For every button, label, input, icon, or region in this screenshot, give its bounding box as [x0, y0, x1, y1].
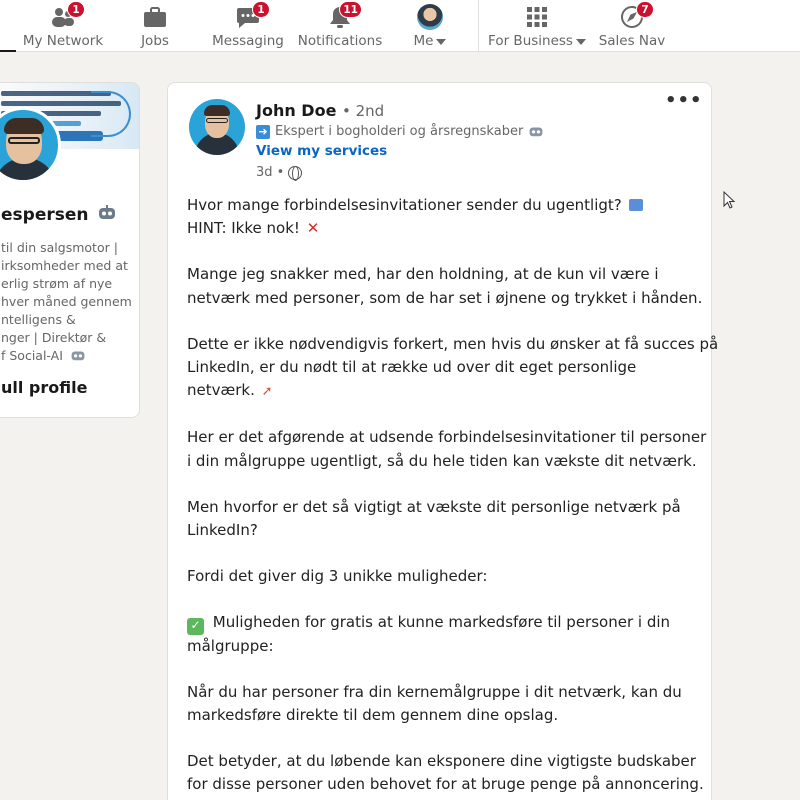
post-paragraph [187, 565, 697, 588]
robot-icon [70, 349, 86, 362]
post-paragraph [187, 333, 719, 404]
profile-name[interactable] [1, 205, 117, 225]
post-time: 3d • [256, 165, 285, 180]
caret-down-icon [576, 39, 586, 45]
avatar-glasses [8, 137, 40, 144]
headline-line-robot [1, 347, 140, 365]
headline-line: erlig strøm af nye [1, 276, 113, 291]
bell-icon [327, 3, 358, 30]
post-line: Fordi det giver dig 3 unikke muligheder: [187, 567, 488, 586]
nav-label: Sales Nav [598, 33, 666, 49]
nav-my-network[interactable] [24, 0, 102, 52]
post-line: for disse personer uden behovet for at bruge penge på annoncering. [187, 775, 704, 794]
chat-icon [235, 3, 265, 30]
nav-sales-nav[interactable] [600, 0, 664, 52]
profile-card [0, 82, 140, 418]
avatar-hair [204, 105, 230, 116]
post-paragraph [187, 194, 697, 240]
post-line: i din målgruppe ugentligt, så du hele tiden kan vækste dit netværk. [187, 451, 697, 470]
check-mark-icon: ✓ [187, 618, 204, 635]
nav-notifications[interactable] [297, 0, 383, 52]
globe-icon [288, 166, 302, 180]
robot-icon [97, 205, 117, 221]
caret-down-icon [436, 39, 446, 45]
banner-swoosh [91, 91, 131, 137]
cross-mark-icon: ✕ [306, 219, 320, 238]
post-paragraph [187, 263, 703, 309]
avatar-hair [4, 118, 44, 134]
nav-label: Jobs [141, 33, 169, 49]
post-line: markedsføre direkte til dem gennem dine opslag. [187, 706, 559, 725]
active-tab-indicator [0, 50, 16, 52]
post-meta [256, 165, 302, 180]
compass-icon [619, 3, 649, 30]
view-full-profile-link[interactable]: ull profile [1, 378, 88, 397]
profile-headline [1, 239, 140, 365]
author-headline-text: Ekspert i bogholderi og årsregnskaber [275, 124, 524, 139]
grid-icon [524, 4, 550, 30]
view-services-link[interactable]: View my services [256, 143, 388, 159]
post-line: målgruppe: [187, 636, 274, 655]
author-name[interactable] [256, 101, 384, 120]
nav-label: Messaging [212, 33, 284, 49]
post-line: Her er det afgørende at udsende forbindelsesinvitationer til personer [187, 428, 707, 447]
nav-messaging[interactable] [212, 0, 284, 52]
post-text [187, 194, 719, 800]
notification-badge: 7 [636, 1, 654, 18]
post-line: netværk. [187, 381, 255, 400]
post-line: netværk med personer, som de har set i øjnene og trykket i hånden. [187, 288, 703, 307]
post-paragraph [187, 750, 704, 796]
mailbox-icon [629, 199, 643, 211]
notification-badge: 1 [67, 1, 85, 18]
post-line: Men hvorfor er det så vigtigt at vækste dit personlige netværk på [187, 497, 681, 516]
feed-post [167, 82, 719, 800]
nav-label: Me [413, 33, 434, 49]
notification-badge: 11 [339, 1, 362, 18]
headline-line: til din salgsmotor | [1, 240, 118, 255]
headline-line: irksomheder med at [1, 258, 128, 273]
avatar-icon [417, 4, 443, 30]
people-icon [50, 3, 80, 30]
post-paragraph [187, 611, 697, 657]
more-options-button[interactable]: ••• [665, 90, 703, 111]
nav-divider [478, 0, 479, 52]
me-avatar [417, 4, 443, 30]
nav-jobs[interactable] [133, 0, 177, 52]
post-line: Det betyder, at du løbende kan eksponere dine vigtigste budskaber [187, 752, 696, 771]
top-navigation-bar [0, 0, 800, 52]
post-line: Dette er ikke nødvendigvis forkert, men hvis du ønsker at få succes på [187, 334, 719, 353]
post-line: Mange jeg snakker med, har den holdning, at de kun vil være i [187, 265, 659, 284]
connection-degree: • 2nd [342, 102, 385, 120]
headline-line: nger | Direktør & [1, 330, 107, 345]
nav-label: Notifications [297, 33, 383, 49]
post-line: LinkedIn? [187, 521, 258, 540]
post-paragraph [187, 496, 697, 542]
nav-for-business[interactable] [490, 0, 584, 52]
post-paragraph [187, 426, 707, 472]
post-line: Hvor mange forbindelsesinvitationer sender du ugentligt? [187, 196, 622, 214]
arrow-right-icon: ➜ [256, 125, 270, 139]
mouse-cursor-icon [723, 191, 739, 211]
rocket-icon: ➚ [261, 384, 273, 400]
post-line: Når du har personer fra din kernemålgruppe i dit netværk, kan du [187, 682, 682, 701]
profile-name-text: espersen [1, 205, 89, 225]
nav-label: For Business [488, 33, 573, 49]
notification-badge: 1 [252, 1, 270, 18]
nav-label-group [488, 33, 586, 49]
author-avatar[interactable] [189, 99, 245, 155]
headline-line: hver måned gennem [1, 294, 132, 309]
robot-icon [528, 125, 544, 138]
post-line: LinkedIn, er du nødt til at række ud over dit eget personlige [187, 358, 637, 377]
headline-line: ntelligens & [1, 312, 76, 327]
post-line: HINT: Ikke nok! [187, 219, 300, 238]
author-headline [256, 124, 544, 139]
nav-label-group [414, 33, 447, 49]
briefcase-icon [142, 4, 168, 30]
nav-me[interactable] [410, 0, 450, 52]
avatar-glasses [206, 118, 228, 123]
headline-line: f Social-AI [1, 348, 63, 363]
post-line: Muligheden for gratis at kunne markedsføre til personer i din [212, 613, 671, 632]
nav-label: My Network [22, 33, 104, 49]
post-paragraph [187, 681, 697, 727]
author-name-text: John Doe [256, 101, 337, 120]
